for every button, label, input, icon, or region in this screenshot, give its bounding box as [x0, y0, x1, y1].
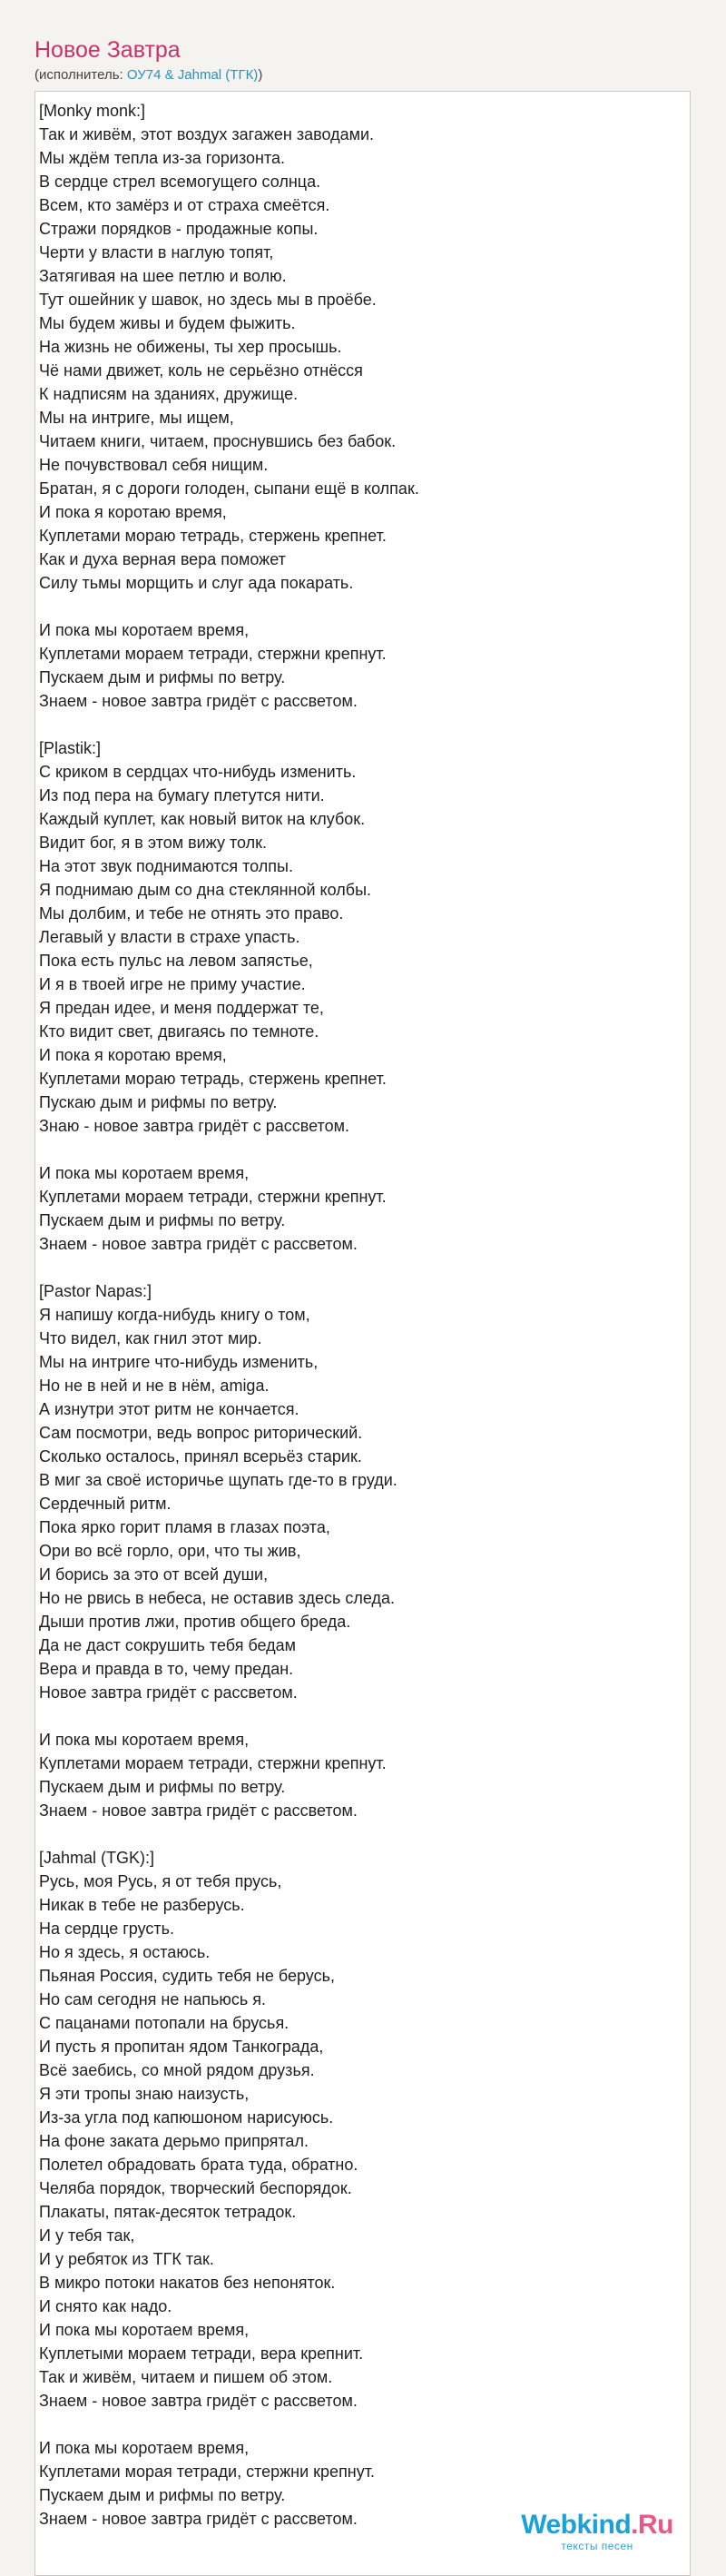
logo-brand: Webkind	[521, 2510, 632, 2540]
lyric-line: Мы на интриге что-нибудь изменить,	[39, 1353, 319, 1371]
lyric-line: Как и духа верная вера поможет	[39, 550, 286, 568]
site-logo-text	[521, 2512, 673, 2539]
lyric-line: Тут ошейник у шавок, но здесь мы в проёбе.	[39, 291, 377, 309]
lyric-line: Дыши против лжи, против общего бреда.	[39, 1613, 351, 1631]
lyric-line: С криком в сердцах что-нибудь изменить.	[39, 763, 357, 781]
lyric-line: Новое завтра гридёт с рассветом.	[39, 1683, 298, 1702]
logo-tagline: тексты песен	[561, 2540, 633, 2552]
lyric-line: И пока мы коротаем время,	[39, 2321, 250, 2339]
lyric-line: Так и живём, читаем и пишем об этом.	[39, 2368, 333, 2386]
lyric-line: Сколько осталось, принял всерьёз старик.	[39, 1447, 362, 1466]
lyric-line: Сердечный ритм.	[39, 1495, 172, 1513]
lyric-line: Полетел обрадовать брата туда, обратно.	[39, 2156, 358, 2174]
lyric-line: Я поднимаю дым со дна стеклянной колбы.	[39, 881, 372, 899]
lyric-line: Плакаты, пятак-десяток тетрадок.	[39, 2203, 297, 2221]
lyric-line: Я эти тропы знаю наизусть,	[39, 2085, 250, 2103]
page	[34, 36, 692, 2576]
lyric-line: Каждый куплет, как новый виток на клубок.	[39, 810, 366, 828]
lyric-line: На жизнь не обижены, ты хер просышь.	[39, 338, 342, 356]
lyric-line: И пока мы коротаем время,	[39, 2439, 250, 2457]
lyric-line: И пока мы коротаем время,	[39, 621, 250, 639]
lyric-line: Пускаем дым и рифмы по ветру.	[39, 668, 286, 686]
lyric-line: Мы долбим, и тебе не отнять это право.	[39, 904, 344, 923]
lyric-blank-line	[39, 713, 690, 736]
lyric-line: Знаем - новое завтра гридёт с рассветом.	[39, 2392, 358, 2410]
lyric-line: Из-за угла под капюшоном нарисуюсь.	[39, 2108, 334, 2127]
lyric-line: Куплетами морая тетради, стержни крепнут.	[39, 2462, 376, 2481]
lyric-line: А изнутри этот ритм не кончается.	[39, 1400, 299, 1418]
lyric-line: И пусть я пропитан ядом Танкограда,	[39, 2038, 324, 2056]
artist-link[interactable]: ОУ74 & Jahmal (ТГК)	[126, 67, 259, 83]
lyric-line: Легавый у власти в страхе упасть.	[39, 928, 300, 946]
lyric-line: Но я здесь, я остаюсь.	[39, 1943, 211, 1961]
lyric-line: И я в твоей игре не приму участие.	[39, 975, 306, 993]
lyric-line: Куплетами мораем тетради, стержни крепнут.	[39, 1188, 387, 1206]
lyric-line: Сам посмотри, ведь вопрос риторический.	[39, 1424, 363, 1442]
lyric-line: И пока я коротаю время,	[39, 1046, 227, 1064]
lyric-line: Всё заебись, со мной рядом друзья.	[39, 2061, 315, 2079]
lyric-line: Знаем - новое завтра гридёт с рассветом.	[39, 1235, 358, 1253]
artist-suffix: )	[258, 67, 263, 83]
lyric-line: На фоне заката дерьмо припрятал.	[39, 2132, 309, 2150]
lyric-line: В микро потоки накатов без непоняток.	[39, 2274, 336, 2292]
lyric-line: Знаем - новое завтра гридёт с рассветом.	[39, 1801, 358, 1820]
lyric-line: Читаем книги, читаем, проснувшись без бабок.	[39, 432, 397, 450]
lyric-line: Чё нами движет, коль не серьёзно отнёсся	[39, 361, 363, 380]
artist-prefix: (исполнитель:	[34, 67, 127, 83]
lyric-line: На сердце грусть.	[39, 1920, 175, 1938]
lyric-line: С пацанами потопали на брусья.	[39, 2014, 289, 2032]
lyric-line: Затягивая на шее петлю и волю.	[39, 267, 287, 285]
lyric-line: Не почувствовал себя нищим.	[39, 456, 269, 474]
lyric-line: Всем, кто замёрз и от страха смеётся.	[39, 196, 330, 214]
lyric-line: [Jahmal (TGK):]	[39, 1849, 155, 1867]
lyric-blank-line	[39, 1256, 690, 1279]
lyric-line: Знаем - новое завтра гридёт с рассветом.	[39, 2510, 358, 2528]
lyric-line: Знаю - новое завтра гридёт с рассветом.	[39, 1117, 349, 1135]
lyrics-box	[34, 91, 691, 2576]
lyric-blank-line	[39, 2413, 690, 2436]
lyric-line: В сердце стрел всемогущего солнца.	[39, 173, 321, 191]
lyric-line: [Monky monk:]	[39, 102, 146, 120]
lyric-line: Мы ждём тепла из-за горизонта.	[39, 149, 286, 167]
lyric-line: Силу тьмы морщить и слуг ада покарать.	[39, 574, 354, 592]
lyric-line: Но не в ней и не в нём, amiga.	[39, 1377, 270, 1395]
lyric-line: И борись за это от всей души,	[39, 1565, 269, 1584]
lyric-line: И пока мы коротаем время,	[39, 1164, 250, 1182]
logo-domain: .Ru	[631, 2510, 673, 2540]
lyric-line: Никак в тебе не разберусь.	[39, 1896, 245, 1914]
lyric-line: Пока есть пульс на левом запястье,	[39, 952, 313, 970]
site-logo[interactable]	[521, 2512, 673, 2551]
lyric-line: И пока я коротаю время,	[39, 503, 227, 521]
lyric-line: Что видел, как гнил этот мир.	[39, 1329, 262, 1347]
lyric-blank-line	[39, 1704, 690, 1728]
lyric-line: Но сам сегодня не напьюсь я.	[39, 1990, 267, 2008]
lyric-line: [Pastor Napas:]	[39, 1282, 152, 1300]
lyric-line: Пускаем дым и рифмы по ветру.	[39, 2486, 286, 2504]
artist-line	[34, 66, 692, 84]
lyric-line: Знаем - новое завтра гридёт с рассветом.	[39, 692, 358, 710]
lyric-blank-line	[39, 1822, 690, 1846]
lyric-line: Пока ярко горит пламя в глазах поэта,	[39, 1518, 330, 1536]
lyric-line: Я напишу когда-нибудь книгу о том,	[39, 1306, 310, 1324]
lyric-line: Пускаем дым и рифмы по ветру.	[39, 1778, 286, 1796]
lyric-line: Черти у власти в наглую топят,	[39, 243, 274, 262]
lyric-line: Русь, моя Русь, я от тебя прусь,	[39, 1872, 282, 1890]
lyric-blank-line	[39, 595, 690, 618]
lyric-line: [Plastik:]	[39, 739, 102, 757]
lyric-line: Челяба порядок, творческий беспорядок.	[39, 2179, 352, 2197]
lyric-line: Пьяная Россия, судить тебя не берусь,	[39, 1967, 335, 1985]
lyric-line: Куплетами мораю тетрадь, стержень крепнет.	[39, 527, 387, 545]
lyric-line: Стражи порядков - продажные копы.	[39, 220, 319, 238]
lyric-line: Видит бог, я в этом вижу толк.	[39, 834, 267, 852]
lyric-line: К надписям на зданиях, дружище.	[39, 385, 299, 403]
lyric-line: Пускаю дым и рифмы по ветру.	[39, 1093, 278, 1111]
lyric-line: Мы будем живы и будем фыжить.	[39, 314, 296, 332]
lyric-line: Да не даст сокрушить тебя бедам	[39, 1636, 297, 1654]
lyric-line: И у тебя так,	[39, 2226, 135, 2245]
lyric-line: И пока мы коротаем время,	[39, 1731, 250, 1749]
lyric-line: Куплетами мораю тетрадь, стержень крепнет.	[39, 1070, 387, 1088]
lyric-line: Но не рвись в небеса, не оставив здесь следа.	[39, 1589, 395, 1607]
song-title: Новое Завтра	[34, 37, 181, 63]
lyric-line: И снято как надо.	[39, 2297, 172, 2315]
lyric-line: Братан, я с дороги голоден, сыпани ещё в колпак.	[39, 479, 419, 498]
lyric-line: Кто видит свет, двигаясь по темноте.	[39, 1022, 319, 1041]
lyric-line: Я предан идее, и меня поддержат те,	[39, 999, 324, 1017]
lyric-line: Из под пера на бумагу плетутся нити.	[39, 786, 325, 804]
lyric-line: Пускаем дым и рифмы по ветру.	[39, 1211, 286, 1229]
lyric-line: В миг за своё историчье щупать где-то в груди.	[39, 1471, 397, 1489]
lyric-line: Так и живём, этот воздух загажен заводами.	[39, 125, 375, 143]
lyric-line: Мы на интриге, мы ищем,	[39, 409, 234, 427]
lyric-line: Куплетами мораем тетради, стержни крепнут.	[39, 645, 387, 663]
lyric-line: На этот звук поднимаются толпы.	[39, 857, 293, 875]
lyric-line: Куплетами мораем тетради, стержни крепнут.	[39, 1754, 387, 1772]
lyric-line: Ори во всё горло, ори, что ты жив,	[39, 1542, 301, 1560]
lyric-line: Вера и правда в то, чему предан.	[39, 1660, 294, 1678]
lyric-line: И у ребяток из ТГК так.	[39, 2250, 214, 2268]
lyric-line: Куплетыми мораем тетради, вера крепнит.	[39, 2344, 364, 2363]
lyric-blank-line	[39, 1138, 690, 1161]
